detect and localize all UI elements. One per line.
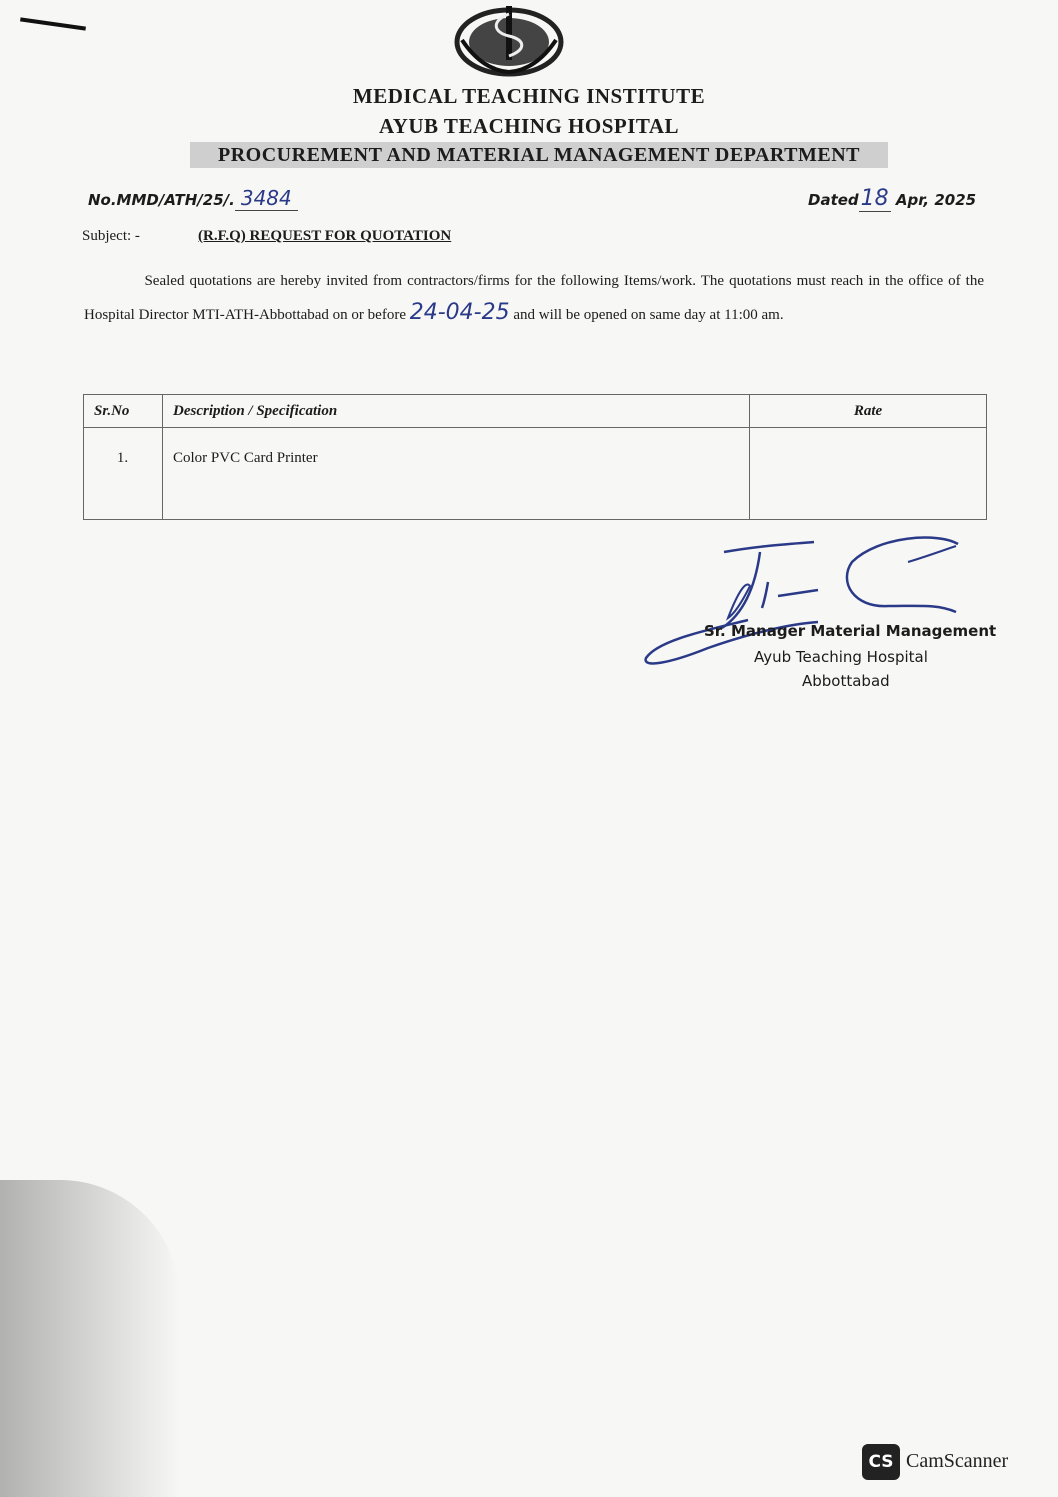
reference-handwritten: 3484 <box>235 186 298 211</box>
scan-mark <box>20 17 86 30</box>
body-paragraph <box>84 266 984 331</box>
deadline-handwritten: 24-04-25 <box>409 300 510 325</box>
signatory-title: Sr. Manager Material Management <box>704 622 997 640</box>
cell-description: Color PVC Card Printer <box>163 428 750 520</box>
document-date <box>808 186 976 211</box>
table-header-row <box>84 395 987 428</box>
camscanner-logo-icon: CS <box>862 1444 900 1480</box>
department-name: PROCUREMENT AND MATERIAL MANAGEMENT DEPARTMENT <box>190 142 888 168</box>
subject-line <box>82 228 452 245</box>
scan-shadow <box>0 1180 180 1497</box>
cell-rate <box>750 428 987 520</box>
hospital-name: AYUB TEACHING HOSPITAL <box>378 114 680 138</box>
reference-prefix: No.MMD/ATH/25/. <box>88 191 235 209</box>
body-part1: Sealed quotations are hereby invited from contractors/firms for the following Items/work. The quotations must reach in the office of the Hospital Director MTI-ATH-Abbottabad on or before <box>84 273 985 323</box>
items-table <box>83 394 987 520</box>
camscanner-watermark: CamScanner <box>906 1450 1009 1472</box>
cell-sr-no: 1. <box>84 428 163 520</box>
body-part2: and will be opened on same day at 11:00 am. <box>513 307 784 323</box>
date-day-handwritten: 18 <box>860 186 889 211</box>
header-rate: Rate <box>750 395 987 428</box>
signatory-organization: Ayub Teaching Hospital <box>754 648 928 666</box>
header-description: Description / Specification <box>163 395 750 428</box>
hospital-logo <box>452 0 566 80</box>
institute-name: MEDICAL TEACHING INSTITUTE <box>352 84 706 108</box>
table-row <box>84 428 987 520</box>
subject-text: (R.F.Q) REQUEST FOR QUOTATION <box>198 228 452 244</box>
header-sr-no: Sr.No <box>84 395 163 428</box>
date-rest: Apr, 2025 <box>895 191 977 209</box>
signatory-city: Abbottabad <box>802 672 890 690</box>
subject-label: Subject: - <box>82 228 140 244</box>
date-label: Dated <box>808 191 859 209</box>
reference-number <box>88 186 298 210</box>
